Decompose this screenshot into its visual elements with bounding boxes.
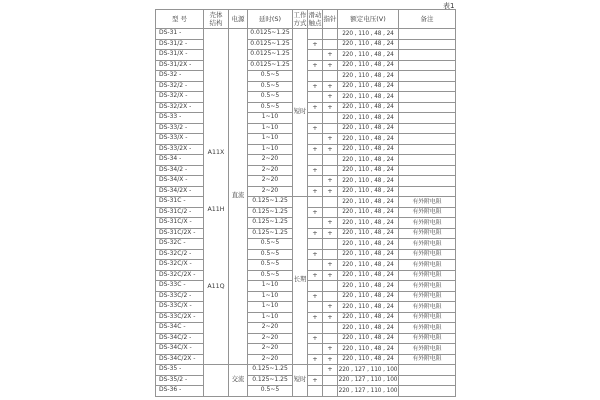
remark-cell: 有外附电阻 xyxy=(399,281,456,292)
pointer-cell xyxy=(323,29,338,40)
pointer-cell: + xyxy=(323,176,338,187)
delay-cell: 1~10 xyxy=(248,113,293,124)
sliding-contact-cell xyxy=(308,260,323,271)
remark-cell: 有外附电阻 xyxy=(399,354,456,365)
remark-cell: 有外附电阻 xyxy=(399,228,456,239)
pointer-cell xyxy=(323,165,338,176)
voltage-cell: 220 , 110 , 48 , 24 xyxy=(338,144,399,155)
pointer-cell xyxy=(323,323,338,334)
header-voltage-text: 额定电压(V) xyxy=(350,14,386,23)
sliding-contact-cell: + xyxy=(308,354,323,365)
pointer-cell xyxy=(323,113,338,124)
remark-cell xyxy=(399,375,456,386)
remark-cell: 有外附电阻 xyxy=(399,344,456,355)
model-cell: DS-33C/2X - xyxy=(156,312,204,323)
remark-cell xyxy=(399,71,456,82)
remark-cell: 有外附电阻 xyxy=(399,207,456,218)
shell-structure-label: A11Q xyxy=(207,282,225,290)
delay-cell: 1~10 xyxy=(248,312,293,323)
sliding-contact-cell xyxy=(308,176,323,187)
model-cell: DS-31C/2 - xyxy=(156,207,204,218)
voltage-cell: 220 , 110 , 48 , 24 xyxy=(338,291,399,302)
voltage-cell: 220 , 110 , 48 , 24 xyxy=(338,239,399,250)
header-slide-line1: 滑动 xyxy=(308,10,322,19)
remark-cell xyxy=(399,92,456,103)
remark-cell: 有外附电阻 xyxy=(399,270,456,281)
sliding-contact-cell: + xyxy=(308,102,323,113)
model-cell: DS-32C/2X - xyxy=(156,270,204,281)
delay-cell: 2~20 xyxy=(248,323,293,334)
delay-cell: 2~20 xyxy=(248,176,293,187)
voltage-cell: 220 , 110 , 48 , 24 xyxy=(338,270,399,281)
model-cell: DS-31/X - xyxy=(156,50,204,61)
sliding-contact-cell: + xyxy=(308,228,323,239)
header-shell-line2: 结构 xyxy=(209,19,223,27)
remark-cell: 有外附电阻 xyxy=(399,260,456,271)
remark-cell xyxy=(399,386,456,397)
model-cell: DS-34 - xyxy=(156,155,204,166)
voltage-cell: 220 , 110 , 48 , 24 xyxy=(338,71,399,82)
remark-cell xyxy=(399,39,456,50)
remark-cell xyxy=(399,29,456,40)
delay-cell: 0.5~5 xyxy=(248,71,293,82)
pointer-cell xyxy=(323,239,338,250)
delay-cell: 2~20 xyxy=(248,186,293,197)
sliding-contact-cell: + xyxy=(308,165,323,176)
pointer-cell xyxy=(323,249,338,260)
pointer-cell: + xyxy=(323,270,338,281)
delay-cell: 1~10 xyxy=(248,291,293,302)
delay-cell: 0.125~1.25 xyxy=(248,207,293,218)
model-cell: DS-34C/2 - xyxy=(156,333,204,344)
voltage-cell: 220 , 110 , 48 , 24 xyxy=(338,176,399,187)
model-cell: DS-33C/X - xyxy=(156,302,204,313)
model-cell: DS-32/X - xyxy=(156,92,204,103)
sliding-contact-cell: + xyxy=(308,39,323,50)
voltage-cell: 220 , 110 , 48 , 24 xyxy=(338,113,399,124)
model-cell: DS-33/2X - xyxy=(156,144,204,155)
pointer-cell: + xyxy=(323,260,338,271)
power-ac-cell: 交流 xyxy=(229,365,248,397)
delay-cell: 0.5~5 xyxy=(248,249,293,260)
header-power xyxy=(229,10,248,29)
shell-structure-label: A11H xyxy=(207,205,225,213)
voltage-cell: 220 , 127 , 110 , 100 xyxy=(338,386,399,397)
remark-cell xyxy=(399,144,456,155)
model-cell: DS-33C - xyxy=(156,281,204,292)
table-row xyxy=(156,29,456,40)
header-sliding-contact xyxy=(308,10,323,29)
sliding-contact-cell: + xyxy=(308,186,323,197)
delay-cell: 0.125~1.25 xyxy=(248,218,293,229)
remark-cell: 有外附电阻 xyxy=(399,323,456,334)
header-shell-line1: 壳体 xyxy=(209,10,223,19)
voltage-cell: 220 , 110 , 48 , 24 xyxy=(338,29,399,40)
shell-structure-label: A11X xyxy=(207,148,225,156)
pointer-cell xyxy=(323,71,338,82)
delay-cell: 0.125~1.25 xyxy=(248,375,293,386)
header-model xyxy=(156,10,204,29)
pointer-cell xyxy=(323,375,338,386)
voltage-cell: 220 , 110 , 48 , 24 xyxy=(338,50,399,61)
pointer-cell: + xyxy=(323,228,338,239)
delay-cell: 0.5~5 xyxy=(248,386,293,397)
model-cell: DS-31C/X - xyxy=(156,218,204,229)
delay-cell: 1~10 xyxy=(248,281,293,292)
sliding-contact-cell xyxy=(308,239,323,250)
sliding-contact-cell xyxy=(308,386,323,397)
sliding-contact-cell: + xyxy=(308,207,323,218)
delay-cell: 0.5~5 xyxy=(248,260,293,271)
pointer-cell: + xyxy=(323,354,338,365)
header-shell-structure xyxy=(204,10,229,29)
remark-cell xyxy=(399,134,456,145)
pointer-cell: + xyxy=(323,144,338,155)
voltage-cell: 220 , 110 , 48 , 24 xyxy=(338,281,399,292)
voltage-cell: 220 , 110 , 48 , 24 xyxy=(338,323,399,334)
pointer-cell xyxy=(323,291,338,302)
model-cell: DS-31C - xyxy=(156,197,204,208)
remark-cell xyxy=(399,155,456,166)
remark-cell: 有外附电阻 xyxy=(399,333,456,344)
delay-cell: 0.125~1.25 xyxy=(248,197,293,208)
delay-cell: 1~10 xyxy=(248,123,293,134)
voltage-cell: 220 , 127 , 110 , 100 xyxy=(338,365,399,376)
sliding-contact-cell: + xyxy=(308,312,323,323)
delay-cell: 2~20 xyxy=(248,155,293,166)
header-remark-text: 备注 xyxy=(420,14,434,23)
voltage-cell: 220 , 110 , 48 , 24 xyxy=(338,302,399,313)
header-delay-text: 延时(S) xyxy=(258,14,282,23)
remark-cell: 有外附电阻 xyxy=(399,312,456,323)
pointer-cell xyxy=(323,207,338,218)
sliding-contact-cell: + xyxy=(308,144,323,155)
voltage-cell: 220 , 110 , 48 , 24 xyxy=(338,39,399,50)
sliding-contact-cell: + xyxy=(308,81,323,92)
table-header xyxy=(156,10,456,29)
header-rated-voltage xyxy=(338,10,399,29)
delay-cell: 1~10 xyxy=(248,144,293,155)
remark-cell xyxy=(399,102,456,113)
remark-cell xyxy=(399,50,456,61)
model-cell: DS-31/2X - xyxy=(156,60,204,71)
delay-cell: 1~10 xyxy=(248,134,293,145)
pointer-cell: + xyxy=(323,102,338,113)
delay-cell: 0.0125~1.25 xyxy=(248,39,293,50)
delay-cell: 2~20 xyxy=(248,354,293,365)
header-remark xyxy=(399,10,456,29)
sliding-contact-cell: + xyxy=(308,375,323,386)
sliding-contact-cell xyxy=(308,71,323,82)
voltage-cell: 220 , 110 , 48 , 24 xyxy=(338,197,399,208)
work-mode-long-cell: 长期 xyxy=(293,197,308,365)
voltage-cell: 220 , 110 , 48 , 24 xyxy=(338,344,399,355)
pointer-cell: + xyxy=(323,81,338,92)
model-cell: DS-32/2X - xyxy=(156,102,204,113)
sliding-contact-cell: + xyxy=(308,291,323,302)
voltage-cell: 220 , 110 , 48 , 24 xyxy=(338,155,399,166)
delay-cell: 0.5~5 xyxy=(248,92,293,103)
delay-cell: 0.5~5 xyxy=(248,81,293,92)
model-cell: DS-33/2 - xyxy=(156,123,204,134)
table-row xyxy=(156,197,456,208)
relay-spec-table xyxy=(155,9,456,397)
sliding-contact-cell xyxy=(308,197,323,208)
header-work-line2: 方式 xyxy=(293,19,307,27)
delay-cell: 0.125~1.25 xyxy=(248,365,293,376)
model-cell: DS-32C/X - xyxy=(156,260,204,271)
model-cell: DS-34C/X - xyxy=(156,344,204,355)
header-work-mode xyxy=(293,10,308,29)
voltage-cell: 220 , 110 , 48 , 24 xyxy=(338,354,399,365)
sliding-contact-cell xyxy=(308,134,323,145)
model-cell: DS-35 - xyxy=(156,365,204,376)
pointer-cell: + xyxy=(323,218,338,229)
sliding-contact-cell xyxy=(308,113,323,124)
pointer-cell: + xyxy=(323,365,338,376)
header-pointer xyxy=(323,10,338,29)
pointer-cell: + xyxy=(323,312,338,323)
sliding-contact-cell xyxy=(308,50,323,61)
voltage-cell: 220 , 110 , 48 , 24 xyxy=(338,92,399,103)
remark-cell xyxy=(399,186,456,197)
pointer-cell: + xyxy=(323,60,338,71)
pointer-cell xyxy=(323,386,338,397)
power-dc-cell: 直流 xyxy=(229,29,248,365)
voltage-cell: 220 , 110 , 48 , 24 xyxy=(338,123,399,134)
delay-cell: 2~20 xyxy=(248,344,293,355)
table-body xyxy=(156,29,456,397)
voltage-cell: 220 , 110 , 48 , 24 xyxy=(338,165,399,176)
pointer-cell xyxy=(323,123,338,134)
table-row xyxy=(156,365,456,376)
voltage-cell: 220 , 110 , 48 , 24 xyxy=(338,333,399,344)
delay-cell: 0.0125~1.25 xyxy=(248,50,293,61)
delay-cell: 0.0125~1.25 xyxy=(248,29,293,40)
model-cell: DS-32C - xyxy=(156,239,204,250)
sliding-contact-cell xyxy=(308,365,323,376)
model-cell: DS-33 - xyxy=(156,113,204,124)
sliding-contact-cell xyxy=(308,155,323,166)
header-delay xyxy=(248,10,293,29)
model-cell: DS-32 - xyxy=(156,71,204,82)
voltage-cell: 220 , 110 , 48 , 24 xyxy=(338,249,399,260)
table-number-label: 表1 xyxy=(443,2,455,10)
voltage-cell: 220 , 110 , 48 , 24 xyxy=(338,312,399,323)
pointer-cell: + xyxy=(323,134,338,145)
pointer-cell: + xyxy=(323,302,338,313)
header-model-text: 型 号 xyxy=(171,14,188,23)
remark-cell: 有外附电阻 xyxy=(399,302,456,313)
header-power-text: 电源 xyxy=(231,14,245,23)
header-slide-line2: 触点 xyxy=(308,19,322,27)
model-cell: DS-34/2X - xyxy=(156,186,204,197)
pointer-cell xyxy=(323,281,338,292)
model-cell: DS-32C/2 - xyxy=(156,249,204,260)
sliding-contact-cell xyxy=(308,302,323,313)
pointer-cell: + xyxy=(323,344,338,355)
delay-cell: 1~10 xyxy=(248,302,293,313)
work-mode-short-cell: 短时 xyxy=(293,29,308,197)
remark-cell xyxy=(399,365,456,376)
sliding-contact-cell xyxy=(308,29,323,40)
remark-cell: 有外附电阻 xyxy=(399,291,456,302)
voltage-cell: 220 , 110 , 48 , 24 xyxy=(338,228,399,239)
voltage-cell: 220 , 110 , 48 , 24 xyxy=(338,207,399,218)
delay-cell: 0.5~5 xyxy=(248,102,293,113)
voltage-cell: 220 , 110 , 48 , 24 xyxy=(338,134,399,145)
sliding-contact-cell: + xyxy=(308,123,323,134)
sliding-contact-cell xyxy=(308,92,323,103)
header-work-line1: 工作 xyxy=(293,10,307,19)
pointer-cell xyxy=(323,39,338,50)
delay-cell: 0.0125~1.25 xyxy=(248,60,293,71)
header-pointer-text: 指针 xyxy=(323,14,337,23)
sliding-contact-cell: + xyxy=(308,333,323,344)
sliding-contact-cell: + xyxy=(308,249,323,260)
pointer-cell xyxy=(323,333,338,344)
sliding-contact-cell: + xyxy=(308,60,323,71)
sliding-contact-cell: + xyxy=(308,270,323,281)
shell-structure-empty-cell xyxy=(204,365,229,397)
remark-cell: 有外附电阻 xyxy=(399,249,456,260)
model-cell: DS-35/2 - xyxy=(156,375,204,386)
delay-cell: 0.5~5 xyxy=(248,239,293,250)
remark-cell: 有外附电阻 xyxy=(399,239,456,250)
model-cell: DS-34C/2X - xyxy=(156,354,204,365)
pointer-cell xyxy=(323,155,338,166)
shell-structure-cell xyxy=(204,29,229,365)
voltage-cell: 220 , 110 , 48 , 24 xyxy=(338,260,399,271)
model-cell: DS-36 - xyxy=(156,386,204,397)
pointer-cell: + xyxy=(323,92,338,103)
remark-cell xyxy=(399,176,456,187)
model-cell: DS-31C/2X - xyxy=(156,228,204,239)
delay-cell: 0.125~1.25 xyxy=(248,228,293,239)
model-cell: DS-34/X - xyxy=(156,176,204,187)
voltage-cell: 220 , 127 , 110 , 100 xyxy=(338,375,399,386)
delay-cell: 0.5~5 xyxy=(248,270,293,281)
voltage-cell: 220 , 110 , 48 , 24 xyxy=(338,81,399,92)
delay-cell: 2~20 xyxy=(248,165,293,176)
model-cell: DS-34/2 - xyxy=(156,165,204,176)
remark-cell: 有外附电阻 xyxy=(399,197,456,208)
voltage-cell: 220 , 110 , 48 , 24 xyxy=(338,186,399,197)
sliding-contact-cell xyxy=(308,344,323,355)
voltage-cell: 220 , 110 , 48 , 24 xyxy=(338,218,399,229)
model-cell: DS-33C/2 - xyxy=(156,291,204,302)
work-mode-short-cell: 短时 xyxy=(293,365,308,397)
pointer-cell xyxy=(323,197,338,208)
delay-cell: 2~20 xyxy=(248,333,293,344)
remark-cell xyxy=(399,81,456,92)
sliding-contact-cell xyxy=(308,323,323,334)
remark-cell: 有外附电阻 xyxy=(399,218,456,229)
model-cell: DS-34C - xyxy=(156,323,204,334)
pointer-cell: + xyxy=(323,186,338,197)
model-cell: DS-32/2 - xyxy=(156,81,204,92)
sliding-contact-cell xyxy=(308,281,323,292)
voltage-cell: 220 , 110 , 48 , 24 xyxy=(338,102,399,113)
remark-cell xyxy=(399,123,456,134)
remark-cell xyxy=(399,165,456,176)
model-cell: DS-31/2 - xyxy=(156,39,204,50)
pointer-cell: + xyxy=(323,50,338,61)
model-cell: DS-31 - xyxy=(156,29,204,40)
sliding-contact-cell xyxy=(308,218,323,229)
model-cell: DS-33/X - xyxy=(156,134,204,145)
remark-cell xyxy=(399,60,456,71)
voltage-cell: 220 , 110 , 48 , 24 xyxy=(338,60,399,71)
remark-cell xyxy=(399,113,456,124)
